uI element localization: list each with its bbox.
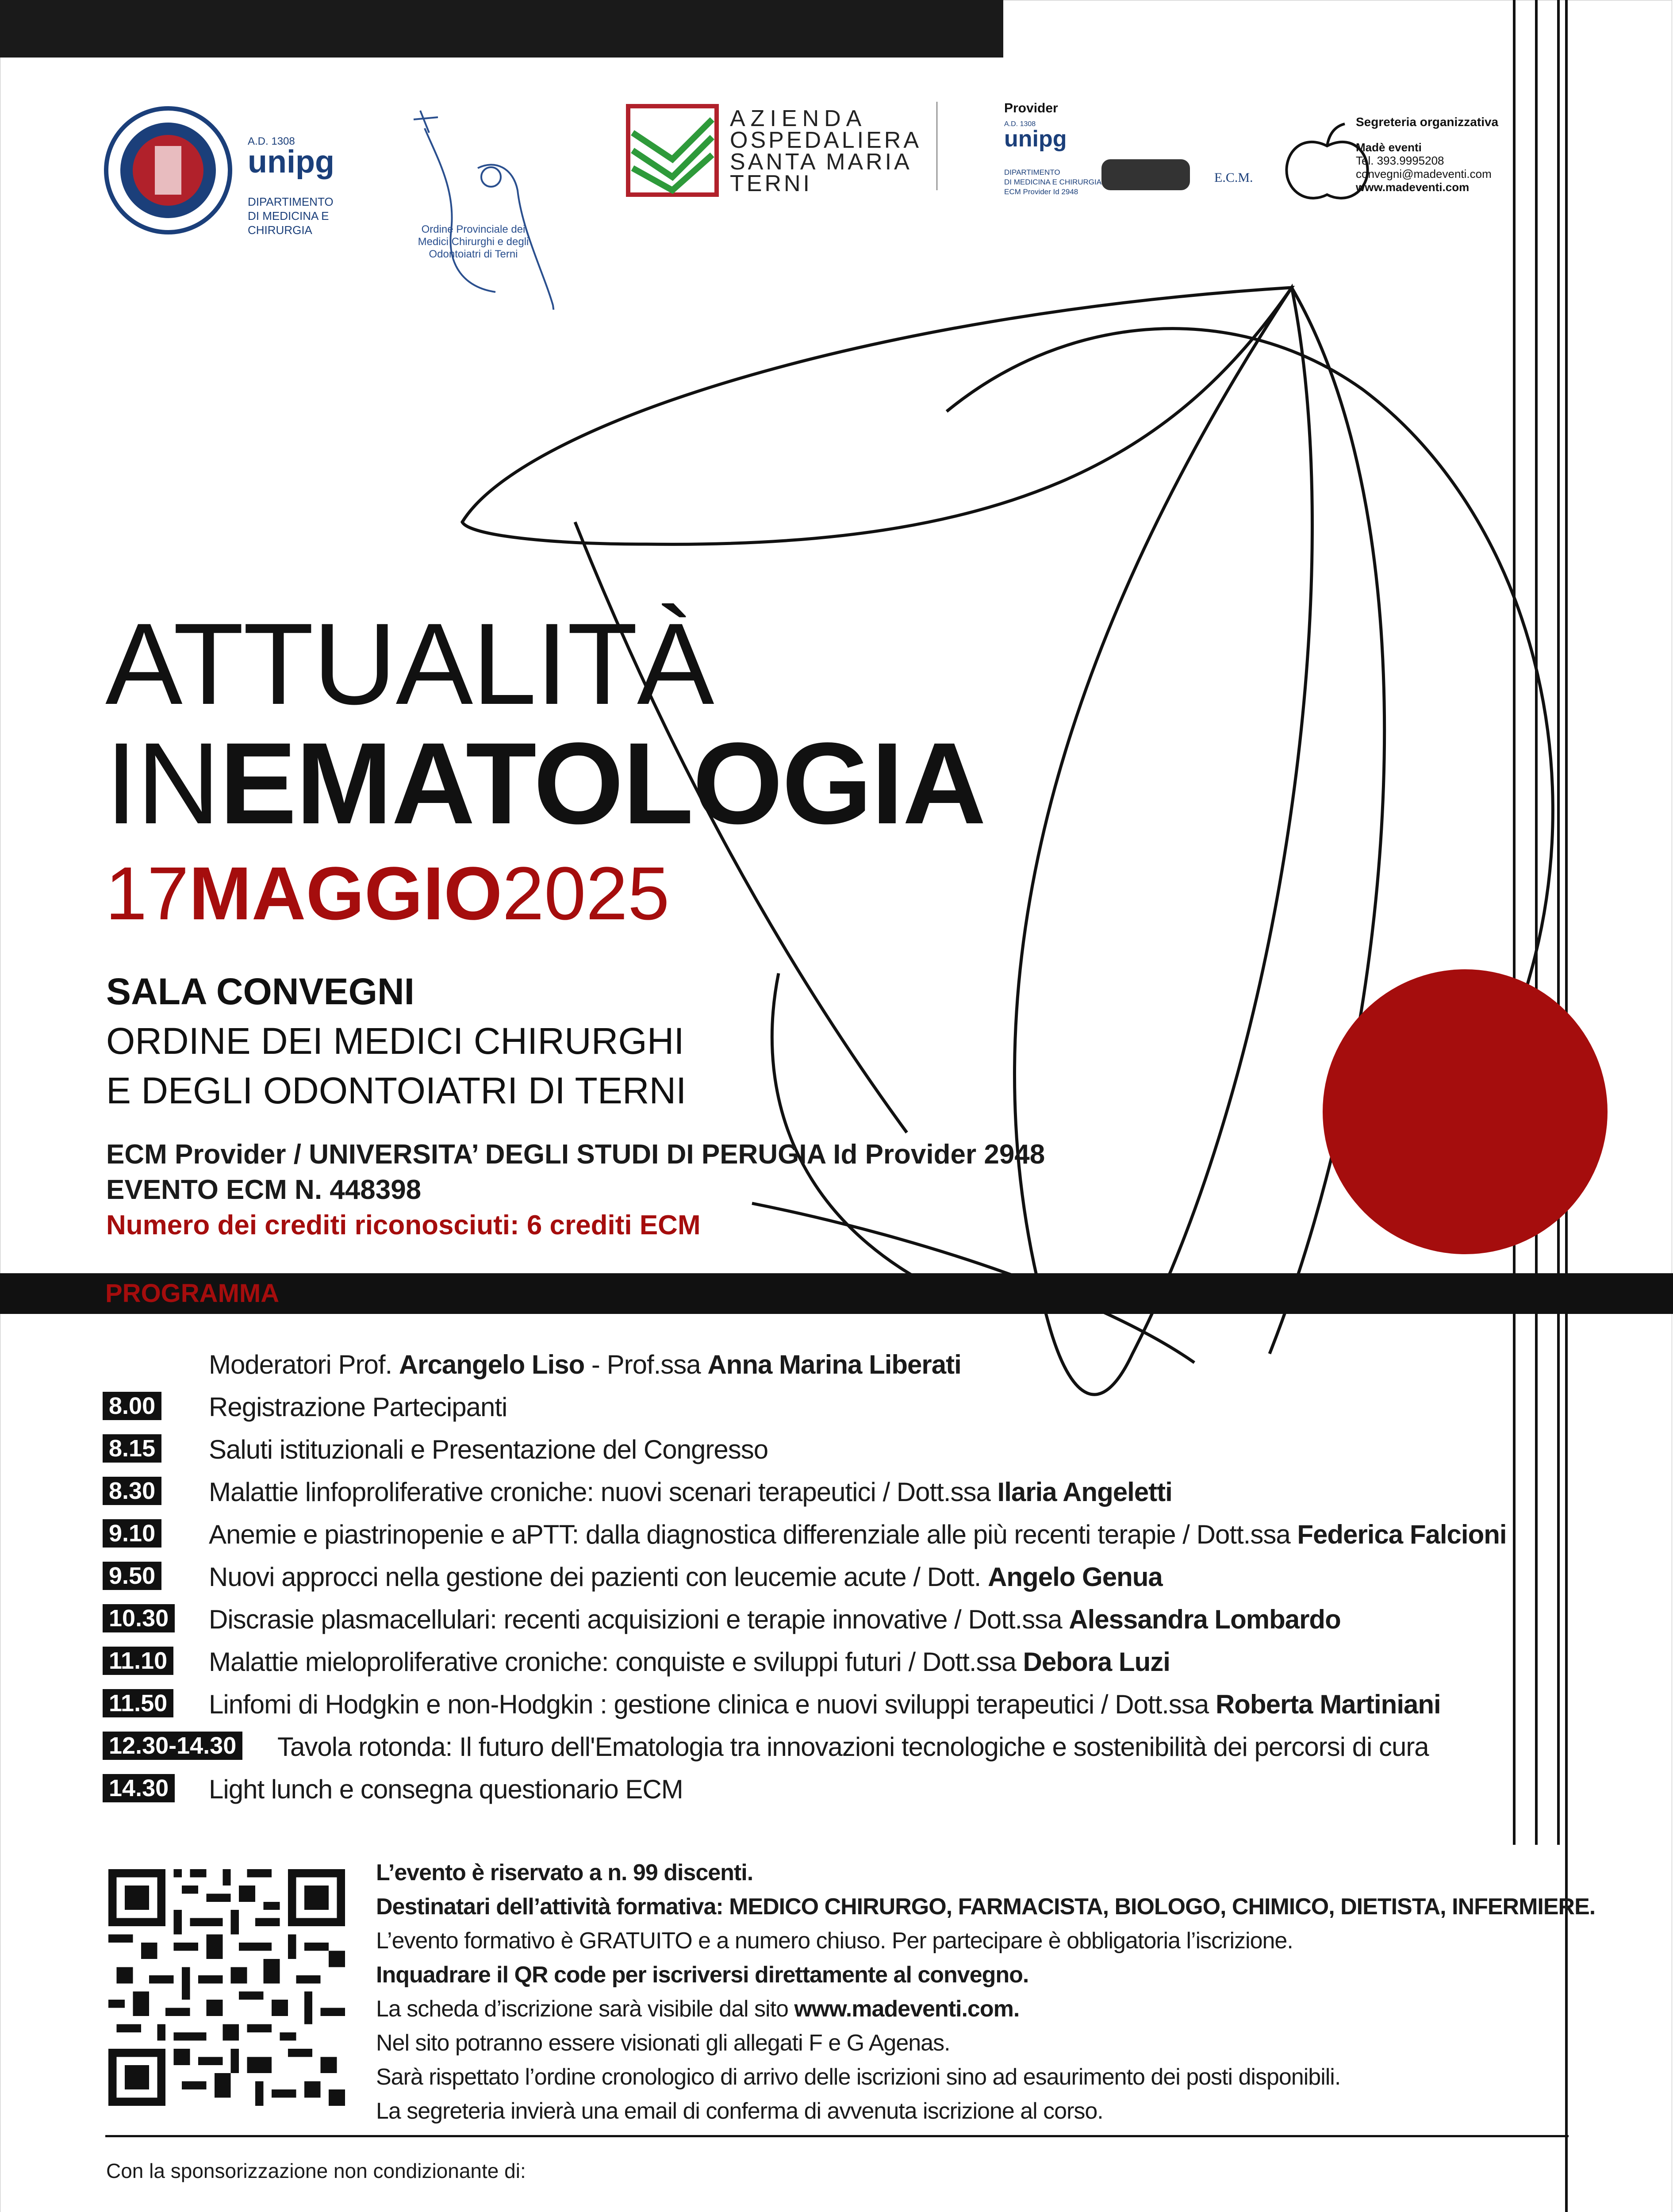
- time-badge: 10.30: [103, 1604, 175, 1632]
- divider: [105, 2135, 1569, 2137]
- schedule-row: [103, 1387, 1607, 1430]
- event-info: [376, 1856, 1595, 2128]
- title-line1: ATTUALITÀ: [105, 599, 714, 729]
- schedule-row: [103, 1600, 1607, 1642]
- moderator-1: Arcangelo Liso: [399, 1350, 585, 1379]
- item-text: Tavola rotonda: Il futuro dell'Ematologia tra innovazioni tecnologiche e sostenibilità dei percorsi di cura: [277, 1732, 1429, 1762]
- item-text: Anemie e piastrinopenie e aPTT: dalla diagnostica differenziale alle più recenti terapie / Dott.ssa: [209, 1520, 1297, 1549]
- schedule-row: [103, 1642, 1607, 1685]
- info-line6: Nel sito potranno essere visionati gli allegati F e G Agenas.: [376, 2030, 950, 2056]
- info-line3: L’evento formativo è GRATUITO e a numero chiuso. Per partecipare è obbligatoria l’iscrizione.: [376, 1928, 1293, 1954]
- segreteria-email[interactable]: convegni@madeventi.com: [1356, 167, 1492, 180]
- item-speaker: Angelo Genua: [988, 1562, 1163, 1592]
- info-line4: Inquadrare il QR code per iscriversi direttamente al convegno.: [376, 1962, 1029, 1988]
- item-text: Registrazione Partecipanti: [209, 1392, 507, 1422]
- provider-ad: A.D. 1308: [1004, 120, 1036, 128]
- segreteria-name: Madè eventi: [1356, 141, 1422, 154]
- item-text: Malattie mieloproliferative croniche: conquiste e sviluppi futuri / Dott.ssa: [209, 1647, 1023, 1677]
- info-line7: Sarà rispettato l’ordine cronologico di arrivo delle iscrizioni sino ad esaurimento dei posti disponibili.: [376, 2064, 1341, 2090]
- program-schedule: [103, 1345, 1607, 1812]
- venue-line2: ORDINE DEI MEDICI CHIRURGHI: [106, 1020, 684, 1062]
- title-ematologia: EMATOLOGIA: [219, 718, 986, 848]
- moderator-2: Anna Marina Liberati: [707, 1350, 961, 1379]
- ordine-medici-icon: [414, 111, 554, 310]
- qr-code[interactable]: [108, 1869, 345, 2106]
- info-line8: La segreteria invierà una email di conferma di avvenuta iscrizione al corso.: [376, 2098, 1103, 2124]
- item-text: Linfomi di Hodgkin e non-Hodgkin : gestione clinica e nuovi sviluppi terapeutici / Dott.ssa: [209, 1690, 1216, 1719]
- program-label: PROGRAMMA: [105, 1279, 280, 1308]
- ecm-line2: EVENTO ECM N. 448398: [106, 1175, 422, 1205]
- sponsor-label: Con la sponsorizzazione non condizionante di:: [106, 2159, 526, 2182]
- unipg-name: unipg: [248, 144, 334, 180]
- item-text: Light lunch e consegna questionario ECM: [209, 1774, 683, 1804]
- time-badge: 12.30-14.30: [103, 1732, 242, 1760]
- unipg-ad: A.D. 1308: [248, 135, 295, 147]
- info-line2: Destinatari dell’attività formativa: MEDICO CHIRURGO, FARMACISTA, BIOLOGO, CHIMICO, DIETISTA, INFERMIERE.: [376, 1894, 1596, 1920]
- time-badge: 8.00: [103, 1392, 161, 1420]
- title-in: IN: [105, 718, 219, 848]
- item-speaker: Roberta Martiniani: [1215, 1690, 1441, 1719]
- ecm-credits: Numero dei crediti riconosciuti: 6 crediti ECM: [106, 1210, 701, 1240]
- time-badge: 9.50: [103, 1562, 161, 1590]
- schedule-row: [103, 1472, 1607, 1515]
- azienda-line4: TERNI: [730, 171, 812, 196]
- azienda-line3: SANTA MARIA: [730, 149, 912, 175]
- item-speaker: Debora Luzi: [1023, 1647, 1170, 1677]
- event-date: [105, 852, 670, 936]
- unipg-dept: DIPARTIMENTO DI MEDICINA E CHIRURGIA: [248, 195, 334, 237]
- azienda-line1: AZIENDA: [730, 106, 867, 131]
- venue: [106, 967, 687, 1115]
- time-badge: 8.30: [103, 1477, 161, 1505]
- time-badge: 14.30: [103, 1774, 175, 1802]
- ordine-text: Ordine Provinciale dei Medici Chirurghi e degli Odontoiatri di Terni: [418, 223, 529, 260]
- info-line1: L’evento è riservato a n. 99 discenti.: [376, 1860, 753, 1886]
- website-link[interactable]: www.madeventi.com.: [794, 1996, 1020, 2022]
- provider-unipg: unipg: [1004, 126, 1067, 152]
- azienda-line2: OSPEDALIERA: [730, 127, 922, 153]
- schedule-row: [103, 1557, 1607, 1600]
- segreteria-web[interactable]: www.madeventi.com: [1356, 180, 1470, 194]
- schedule-row: [103, 1770, 1607, 1812]
- unipg-seal-icon: [106, 108, 230, 232]
- leaf-outline-2: [1015, 288, 1312, 1394]
- item-speaker: Ilaria Angeletti: [997, 1477, 1172, 1507]
- title-line2: [105, 718, 986, 848]
- header-logos: [0, 0, 1673, 310]
- schedule-row: [103, 1430, 1607, 1472]
- date-year: 2025: [502, 852, 670, 936]
- item-speaker: Federica Falcioni: [1297, 1520, 1507, 1549]
- item-speaker: Alessandra Lombardo: [1069, 1605, 1341, 1634]
- time-badge: 8.15: [103, 1434, 161, 1463]
- moderators-mid: - Prof.ssa: [584, 1350, 708, 1379]
- leaf-outline-1: [462, 288, 1292, 544]
- azienda-ospedaliera-icon: [628, 106, 717, 195]
- venue-line3: E DEGLI ODONTOIATRI DI TERNI: [106, 1070, 687, 1111]
- item-text: Saluti istituzionali e Presentazione del Congresso: [209, 1435, 768, 1464]
- time-badge: 9.10: [103, 1519, 161, 1548]
- venue-line1: SALA CONVEGNI: [106, 971, 414, 1012]
- red-circle: [1323, 969, 1608, 1254]
- date-month: MAGGIO: [189, 852, 503, 936]
- schedule-row: [103, 1727, 1607, 1770]
- moderators-row: [103, 1345, 1607, 1387]
- ecm-info: [106, 1137, 1045, 1243]
- schedule-row: [103, 1685, 1607, 1727]
- ecm-logo-text: E.C.M.: [1214, 170, 1253, 185]
- date-day: 17: [105, 852, 189, 936]
- provider-ecm-id: ECM Provider Id 2948: [1004, 188, 1078, 196]
- provider-label: Provider: [1004, 101, 1058, 115]
- segreteria-label: Segreteria organizzativa: [1356, 115, 1499, 129]
- item-text: Nuovi approcci nella gestione dei pazienti con leucemie acute / Dott.: [209, 1562, 988, 1592]
- info-line5: La scheda d’iscrizione sarà visibile dal sito www.madeventi.com.: [376, 1996, 1020, 2022]
- item-text: Malattie linfoproliferative croniche: nuovi scenari terapeutici / Dott.ssa: [209, 1477, 998, 1507]
- moderators-prefix: Moderatori Prof.: [209, 1350, 399, 1379]
- time-badge: 11.50: [103, 1689, 173, 1717]
- provider-dept2: DI MEDICINA E CHIRURGIA: [1004, 178, 1102, 186]
- schedule-row: [103, 1515, 1607, 1557]
- item-text: Discrasie plasmacellulari: recenti acquisizioni e terapie innovative / Dott.ssa: [209, 1605, 1069, 1634]
- program-bar: [0, 1273, 1673, 1314]
- time-badge: 11.10: [103, 1647, 173, 1675]
- ecm-logo-icon: [1101, 159, 1190, 190]
- segreteria-tel: Tel. 393.9995208: [1356, 154, 1444, 167]
- ecm-line1: ECM Provider / UNIVERSITA’ DEGLI STUDI DI PERUGIA Id Provider 2948: [106, 1139, 1045, 1170]
- provider-dept1: DIPARTIMENTO: [1004, 168, 1060, 177]
